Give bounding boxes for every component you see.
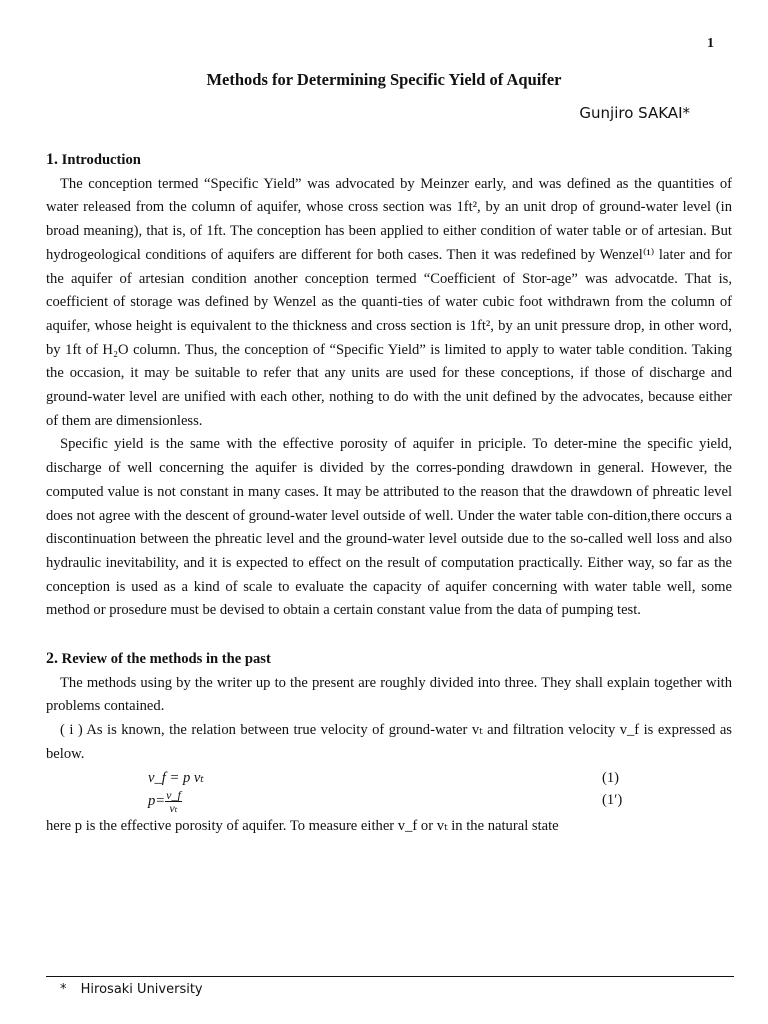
fraction [165,789,182,814]
section-title: Introduction [61,152,141,168]
paragraph: The methods using by the writer up to the present are roughly divided into three. They shall explain together with problems contained. [46,674,732,715]
footnote-divider [46,976,734,977]
footnote-mark: * [60,982,67,997]
paragraph: ( i ) As is known, the relation between true velocity of ground-water vₜ and filtration velocity v_f is expressed as below. [46,722,732,762]
author-name: Gunjiro SAKAI* [579,104,690,122]
footnote-text: Hirosaki University [80,982,203,997]
main-content [46,148,732,838]
footnote [60,982,203,997]
paper-title: Methods for Determining Specific Yield of Aquifer [206,70,562,89]
section-title: Review of the methods in the past [61,651,271,668]
fraction-denominator: vₜ [169,800,178,815]
paragraph: The conception termed “Specific Yield” was advocated by Meinzer early, and was defined as the quantities of water released from the column of aquifer, whose cross section was 1ft², by an unit drop of ground-water level (in broad meaning), that is, of 1ft. The conception has been applied to either condition of water table or of artesian. But hydrogeological conditions of aquifers are different for both cases. Then it was redefined by Wenzel⁽¹⁾ later and for the aquifer of artesian condition another conception termed “Coefficient of Stor-age” was advocatde. That is, coefficient of storage was defined by Wenzel as the quanti-ties of water cubic foot withdrawn from the column of aquifer, whose height is equivalent to the thickness and cross section is 1ft², by an unit pressure drop, in other word, by 1ft of H₂O column. Thus, the conception of “Specific Yield” is limited to apply to water table condition. Taking the occasion, it may be suitable to refer that any units are used for these conceptions, if those of discharge and ground-water level are unified with each other, nothing to do with the unit defined by the advocates, because either of them are dimensionless. [46,175,732,429]
section-heading-review [46,647,732,672]
paragraph: here p is the effective porosity of aquifer. To measure either v_f or vₜ in the natural state [46,817,559,834]
equation-expression [148,789,182,814]
page-number: 1 [707,36,714,51]
paragraph: Specific yield is the same with the effective porosity of aquifer in priciple. To deter-mine the specific yield, discharge of well concerning the aquifer is divided by the corres-ponding drawdown in general. However, the computed value is not constant in many cases. It may be attributed to the reason that the drawdown of phreatic level does not agree with the descent of ground-water level outside of well. Under the water table con-dition,there occurs a discontinuation between the phreatic level and the ground-water level outside due to the so-called well loss and also hydraulic inevitability, and it is expected to effect on the result of computation practically. Either way, so far as the conception is used as a kind of scale to evaluate the capacity of aquifer concerning with water table well, some method or prosedure must be devised to obtain a certain constant value from the data of pumping test. [46,436,732,619]
equation-lhs: p= [148,792,166,809]
section-gap [46,623,732,647]
section-number: 2. [46,650,58,668]
equation-1 [46,767,732,789]
section-heading-introduction [46,148,732,173]
fraction-numerator: v_f [166,787,181,802]
equation-number: (1′) [602,791,623,808]
equation-number: (1) [602,769,620,786]
equation-expression: v_f = p vₜ [148,769,204,786]
equation-1-prime [46,789,732,815]
section-number: 1. [46,151,58,168]
